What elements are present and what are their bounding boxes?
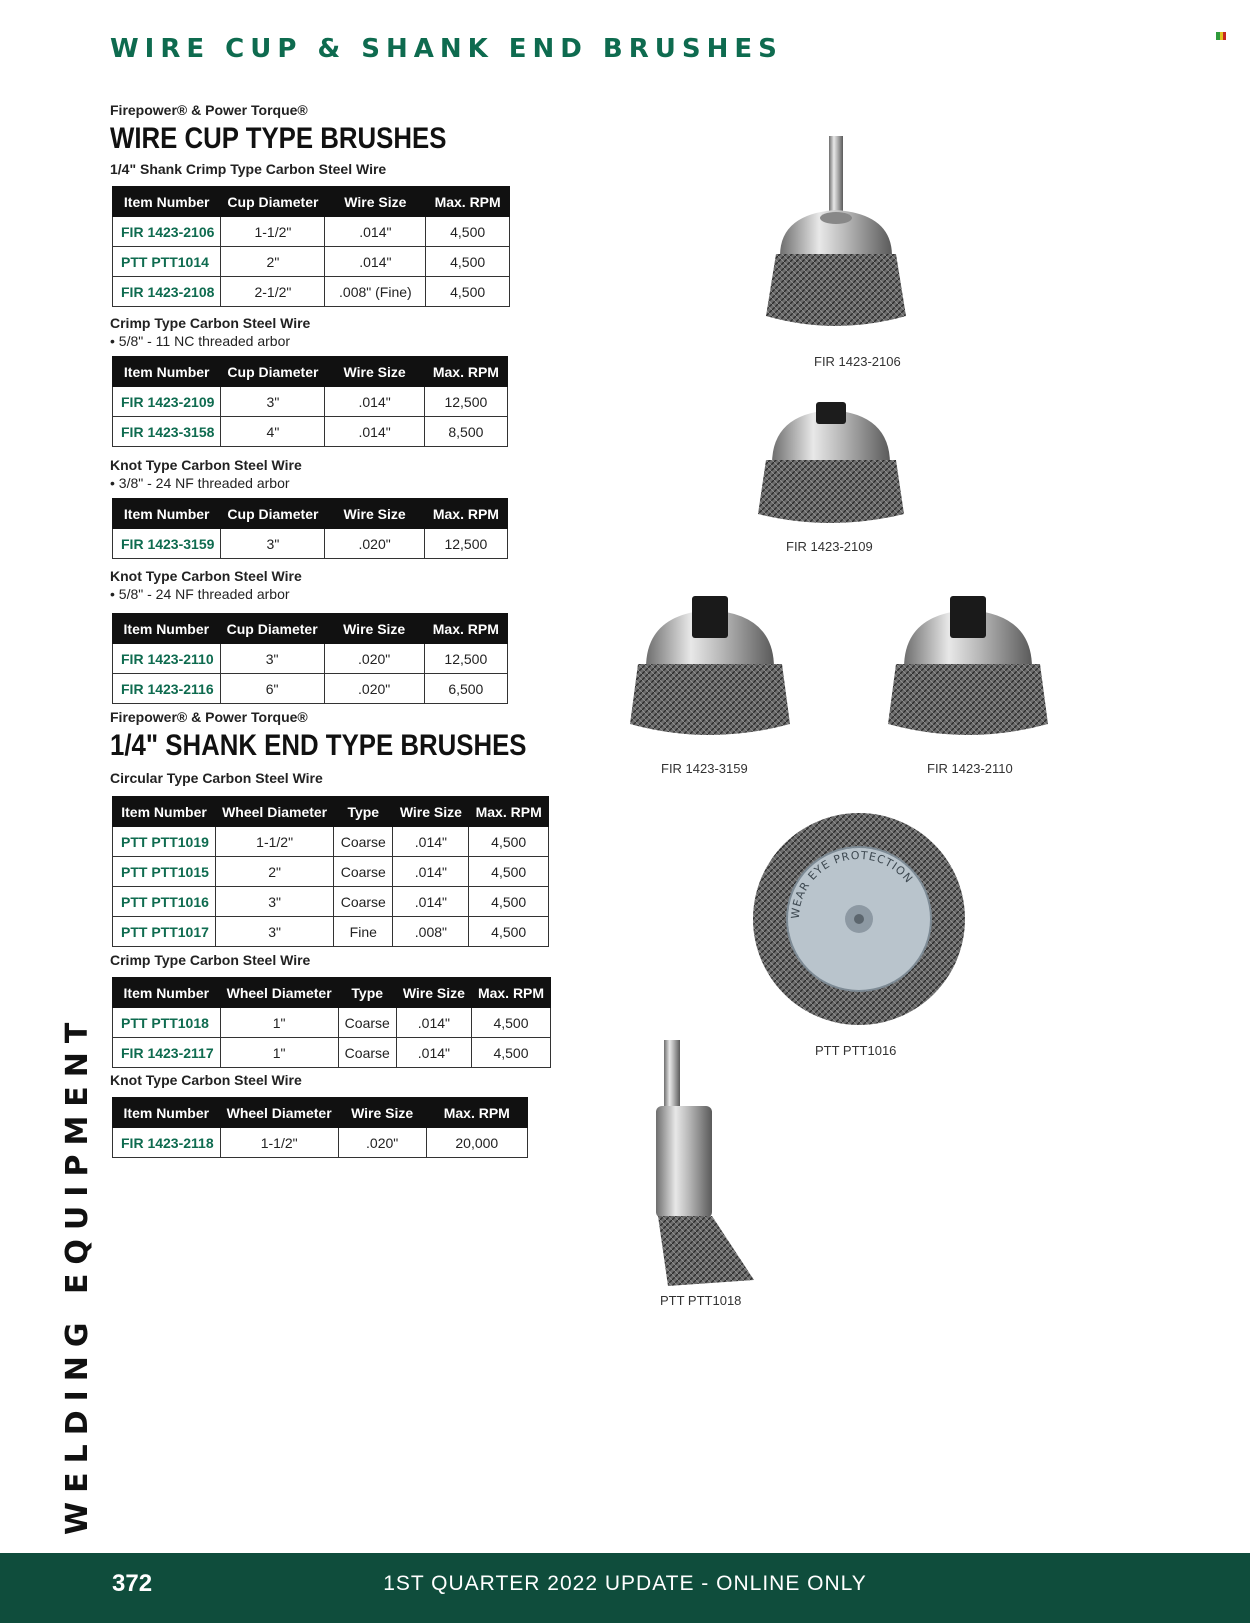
col-header: Cup Diameter — [220, 614, 324, 644]
table-row — [113, 417, 508, 447]
group-subtitle: Knot Type Carbon Steel Wire — [110, 1072, 302, 1088]
item-number[interactable]: PTT PTT1016 — [113, 887, 216, 917]
table-row — [113, 887, 549, 917]
table-row — [113, 1128, 528, 1158]
cell: 6,500 — [424, 674, 507, 704]
table-row — [113, 387, 508, 417]
group-subtitle: Crimp Type Carbon Steel Wire • 5/8" - 11 NC threaded arbor — [110, 315, 311, 349]
col-header: Item Number — [113, 978, 221, 1008]
table-row — [113, 1038, 551, 1068]
col-header: Item Number — [113, 797, 216, 827]
col-header: Wire Size — [396, 978, 471, 1008]
item-number[interactable]: FIR 1423-3159 — [113, 529, 221, 559]
image-caption: FIR 1423-2109 — [786, 539, 873, 554]
cell: .020" — [338, 1128, 426, 1158]
brand-line: Firepower® & Power Torque® — [110, 709, 308, 725]
col-header: Cup Diameter — [221, 187, 325, 217]
item-number[interactable]: PTT PTT1018 — [113, 1008, 221, 1038]
cell: 1-1/2" — [216, 827, 334, 857]
cell: .014" — [393, 857, 469, 887]
table-row — [113, 674, 508, 704]
col-header: Wire Size — [338, 1098, 426, 1128]
cell: .014" — [325, 217, 426, 247]
spec-table-shank-circular — [112, 796, 549, 947]
item-number[interactable]: FIR 1423-2106 — [113, 217, 221, 247]
item-number[interactable]: FIR 1423-2109 — [113, 387, 221, 417]
col-header: Wire Size — [325, 187, 426, 217]
cell: 20,000 — [426, 1128, 527, 1158]
table-row — [113, 644, 508, 674]
spec-bullet: • 5/8" - 11 NC threaded arbor — [110, 333, 291, 349]
knot-cup-brush-icon — [630, 596, 790, 746]
col-header: Item Number — [113, 499, 221, 529]
col-header: Wire Size — [325, 499, 424, 529]
col-header: Max. RPM — [426, 1098, 527, 1128]
item-number[interactable]: FIR 1423-2117 — [113, 1038, 221, 1068]
col-header: Wheel Diameter — [216, 797, 334, 827]
col-header: Cup Diameter — [221, 499, 325, 529]
spec-bullet: • 5/8" - 24 NF threaded arbor — [110, 586, 290, 602]
cell: .020" — [324, 644, 424, 674]
cell: 8,500 — [424, 417, 507, 447]
item-number[interactable]: FIR 1423-2118 — [113, 1128, 221, 1158]
section-title-cup: WIRE CUP TYPE BRUSHES — [110, 122, 447, 155]
table-row — [113, 917, 549, 947]
table-row — [113, 277, 510, 307]
cell: 2-1/2" — [221, 277, 325, 307]
cell: 12,500 — [424, 529, 507, 559]
item-number[interactable]: PTT PTT1014 — [113, 247, 221, 277]
col-header: Max. RPM — [471, 978, 550, 1008]
cell: 3" — [221, 529, 325, 559]
cell: 2" — [221, 247, 325, 277]
col-header: Item Number — [113, 614, 221, 644]
col-header: Max. RPM — [469, 797, 549, 827]
cell: .014" — [396, 1038, 471, 1068]
shank-cup-brush-icon — [760, 136, 910, 336]
footer-note: 1ST QUARTER 2022 UPDATE - ONLINE ONLY — [383, 1572, 867, 1595]
spec-table-cup-shank-crimp — [112, 186, 510, 307]
item-number[interactable]: FIR 1423-2108 — [113, 277, 221, 307]
page-number: 372 — [112, 1570, 153, 1597]
image-caption: FIR 1423-2106 — [814, 354, 901, 369]
col-header: Max. RPM — [424, 614, 507, 644]
cell: 4,500 — [469, 827, 549, 857]
cell: Coarse — [334, 887, 393, 917]
cell: 3" — [216, 917, 334, 947]
col-header: Wire Size — [324, 614, 424, 644]
cell: .014" — [396, 1008, 471, 1038]
cell: 4,500 — [426, 217, 510, 247]
item-number[interactable]: PTT PTT1015 — [113, 857, 216, 887]
col-header: Wheel Diameter — [220, 978, 338, 1008]
table-row — [113, 529, 508, 559]
cell: Coarse — [334, 827, 393, 857]
image-caption: PTT PTT1018 — [660, 1293, 742, 1308]
cell: 3" — [220, 644, 324, 674]
image-caption: PTT PTT1016 — [815, 1043, 897, 1058]
item-number[interactable]: FIR 1423-3158 — [113, 417, 221, 447]
col-header: Cup Diameter — [221, 357, 325, 387]
cell: 4,500 — [426, 247, 510, 277]
corner-flag-icon — [1216, 32, 1226, 40]
col-header: Item Number — [113, 1098, 221, 1128]
section-side-label: WELDING EQUIPMENT — [60, 1013, 95, 1535]
cell: 2" — [216, 857, 334, 887]
table-row — [113, 827, 549, 857]
cell: 1" — [220, 1008, 338, 1038]
cell: Fine — [334, 917, 393, 947]
col-header: Max. RPM — [426, 187, 510, 217]
col-header: Type — [338, 978, 396, 1008]
col-header: Wire Size — [325, 357, 424, 387]
cell: 3" — [221, 387, 325, 417]
table-row — [113, 247, 510, 277]
item-number[interactable]: PTT PTT1019 — [113, 827, 216, 857]
col-header: Max. RPM — [424, 499, 507, 529]
item-number[interactable]: FIR 1423-2110 — [113, 644, 221, 674]
end-brush-icon — [648, 1040, 758, 1286]
spec-table-cup-knot-3-8 — [112, 498, 508, 559]
spec-bullet: • 3/8" - 24 NF threaded arbor — [110, 475, 290, 491]
item-number[interactable]: PTT PTT1017 — [113, 917, 216, 947]
table-row — [113, 1008, 551, 1038]
col-header: Item Number — [113, 357, 221, 387]
col-header: Max. RPM — [424, 357, 507, 387]
group-subtitle: Crimp Type Carbon Steel Wire — [110, 952, 311, 968]
cell: 1-1/2" — [221, 217, 325, 247]
cell: Coarse — [338, 1008, 396, 1038]
cell: .014" — [393, 887, 469, 917]
group-subtitle: Knot Type Carbon Steel Wire • 5/8" - 24 NF threaded arbor — [110, 568, 302, 602]
spec-table-shank-crimp — [112, 977, 551, 1068]
cell: 6" — [220, 674, 324, 704]
spec-table-cup-knot-5-8 — [112, 613, 508, 704]
col-header: Item Number — [113, 187, 221, 217]
table-row — [113, 857, 549, 887]
cell: .014" — [325, 417, 424, 447]
cell: 4" — [221, 417, 325, 447]
cell: .008" (Fine) — [325, 277, 426, 307]
cell: 4,500 — [469, 887, 549, 917]
cell: 4,500 — [426, 277, 510, 307]
group-subtitle: Circular Type Carbon Steel Wire — [110, 770, 323, 786]
group-subtitle: 1/4" Shank Crimp Type Carbon Steel Wire — [110, 161, 387, 177]
footer-bar — [0, 1553, 1250, 1623]
knot-cup-brush-icon — [888, 596, 1048, 746]
cup-brush-icon — [756, 402, 906, 532]
cell: .014" — [325, 247, 426, 277]
col-header: Type — [334, 797, 393, 827]
cell: 4,500 — [471, 1008, 550, 1038]
cell: 4,500 — [469, 917, 549, 947]
cell: 12,500 — [424, 387, 507, 417]
cell: Coarse — [334, 857, 393, 887]
table-row — [113, 217, 510, 247]
cell: 4,500 — [469, 857, 549, 887]
section-title-shank: 1/4" SHANK END TYPE BRUSHES — [110, 729, 527, 762]
cell: 4,500 — [471, 1038, 550, 1068]
spec-table-cup-crimp — [112, 356, 508, 447]
cell: .020" — [325, 529, 424, 559]
item-number[interactable]: FIR 1423-2116 — [113, 674, 221, 704]
cell: 3" — [216, 887, 334, 917]
cell: .014" — [325, 387, 424, 417]
cell: 1" — [220, 1038, 338, 1068]
col-header: Wire Size — [393, 797, 469, 827]
wheel-brush-icon — [752, 812, 966, 1026]
cell: Coarse — [338, 1038, 396, 1068]
cell: .008" — [393, 917, 469, 947]
cell: 1-1/2" — [220, 1128, 338, 1158]
brand-line: Firepower® & Power Torque® — [110, 102, 308, 118]
group-subtitle: Knot Type Carbon Steel Wire • 3/8" - 24 NF threaded arbor — [110, 457, 302, 491]
cell: 12,500 — [424, 644, 507, 674]
cell: .020" — [324, 674, 424, 704]
cell: .014" — [393, 827, 469, 857]
image-caption: FIR 1423-3159 — [661, 761, 748, 776]
col-header: Wheel Diameter — [220, 1098, 338, 1128]
image-caption: FIR 1423-2110 — [927, 761, 1013, 776]
spec-table-shank-knot — [112, 1097, 528, 1158]
wheel-label: WEAR EYE PROTECTION — [788, 848, 916, 920]
page-title: WIRE CUP & SHANK END BRUSHES — [110, 34, 783, 64]
